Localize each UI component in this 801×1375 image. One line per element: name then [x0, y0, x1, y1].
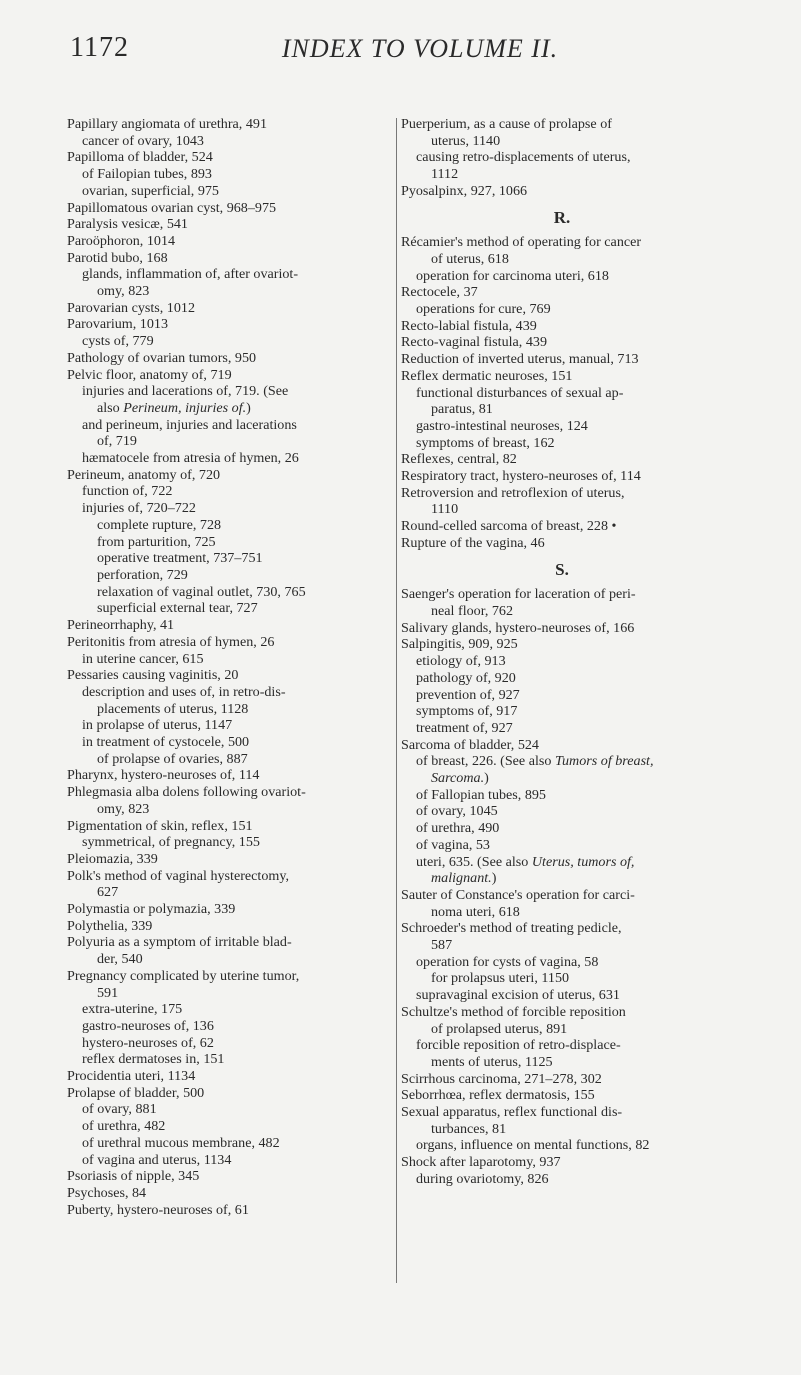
entry-text: Respiratory tract, hystero-neuroses of, 114 — [401, 468, 641, 485]
index-entry — [67, 968, 387, 985]
entry-text: Perineum, anatomy of, 720 — [67, 466, 221, 483]
index-subentry — [67, 1101, 387, 1118]
index-subentry — [67, 266, 387, 283]
entry-text: Reduction of inverted uterus, manual, 713 — [401, 351, 639, 368]
entry-text: gastro-neuroses of, 136 — [82, 1017, 214, 1034]
entry-text: of, 719 — [97, 433, 137, 450]
entry-text: complete rupture, 728 — [97, 516, 222, 533]
entry-text: hæmatocele from atresia of hymen, 26 — [82, 450, 299, 467]
index-entry — [401, 1104, 723, 1121]
index-subentry — [401, 720, 723, 737]
index-continuation — [67, 517, 387, 534]
entry-text: pathology of, 920 — [416, 669, 516, 686]
entry-text: operation for carcinoma uteri, 618 — [416, 267, 609, 284]
index-entry — [67, 1185, 387, 1202]
entry-text: of urethra, 482 — [82, 1118, 166, 1135]
index-subentry — [67, 684, 387, 701]
entry-text: hystero-neuroses of, 62 — [82, 1034, 214, 1051]
index-subentry — [67, 450, 387, 467]
index-subentry — [401, 1171, 723, 1188]
entry-text: 627 — [97, 884, 119, 901]
entry-text: omy, 823 — [97, 800, 150, 817]
index-continuation — [67, 985, 387, 1002]
index-continuation — [401, 970, 723, 987]
entry-text: Pigmentation of skin, reflex, 151 — [67, 817, 253, 834]
index-continuation — [67, 801, 387, 818]
entry-text: Pyosalpinx, 927, 1066 — [401, 182, 528, 199]
entry-text: Rectocele, 37 — [401, 284, 478, 301]
index-entry — [67, 918, 387, 935]
index-continuation — [401, 501, 723, 518]
index-continuation — [401, 904, 723, 921]
entry-text: Recto-vaginal fistula, 439 — [401, 334, 547, 351]
entry-text: of ovary, 881 — [82, 1101, 157, 1118]
index-entry — [67, 851, 387, 868]
entry-text: Saenger's operation for laceration of peri- — [401, 586, 636, 603]
index-continuation — [401, 1021, 723, 1038]
index-subentry — [401, 149, 723, 166]
index-entry — [401, 451, 723, 468]
index-subentry — [401, 787, 723, 804]
cross-reference-italic: Uterus, tumors of, — [531, 853, 635, 870]
entry-text: Papillary angiomata of urethra, 491 — [67, 116, 267, 132]
index-entry — [67, 1085, 387, 1102]
index-entry — [67, 149, 387, 166]
index-entry — [401, 485, 723, 502]
entry-text: gastro-intestinal neuroses, 124 — [416, 417, 588, 434]
entry-text: Polyuria as a symptom of irritable blad- — [67, 934, 292, 951]
index-subentry — [401, 301, 723, 318]
entry-text: Paroöphoron, 1014 — [67, 232, 176, 249]
entry-text: superficial external tear, 727 — [97, 600, 258, 617]
entry-text: cysts of, 779 — [82, 333, 154, 350]
entry-text: Papilloma of bladder, 524 — [67, 149, 213, 166]
index-entry — [401, 234, 723, 251]
section-letter-heading: S. — [555, 559, 569, 579]
cross-reference-italic: Perineum, injuries of. — [123, 399, 247, 416]
entry-text: paratus, 81 — [431, 401, 493, 418]
entry-text: Pathology of ovarian tumors, 950 — [67, 349, 257, 366]
entry-text: Pregnancy complicated by uterine tumor, — [67, 967, 300, 984]
index-entry — [401, 920, 723, 937]
index-subentry — [401, 1037, 723, 1054]
entry-text: Pessaries causing vaginitis, 20 — [67, 667, 239, 684]
entry-text: perforation, 729 — [97, 566, 188, 583]
index-continuation — [401, 870, 723, 887]
entry-text: from parturition, 725 — [97, 533, 216, 550]
entry-text-suffix: ) — [246, 399, 251, 416]
index-entry — [67, 634, 387, 651]
entry-text: in treatment of cystocele, 500 — [82, 734, 250, 751]
entry-text: cancer of ovary, 1043 — [82, 132, 204, 149]
entry-text: Reflex dermatic neuroses, 151 — [401, 367, 573, 384]
index-entry — [401, 636, 723, 653]
index-subentry — [67, 1051, 387, 1068]
index-continuation — [401, 166, 723, 183]
section-letter-heading: R. — [553, 207, 571, 227]
entry-text: Rupture of the vagina, 46 — [401, 534, 545, 551]
index-entry — [67, 901, 387, 918]
page-header — [70, 32, 770, 68]
index-entry — [401, 284, 723, 301]
index-entry — [67, 934, 387, 951]
entry-text: 1110 — [431, 501, 459, 518]
entry-text: uterus, 1140 — [431, 132, 501, 149]
entry-text: and perineum, injuries and lacerations — [82, 416, 297, 433]
index-continuation — [67, 567, 387, 584]
entry-text: Perineorrhaphy, 41 — [67, 617, 175, 634]
index-entry — [401, 518, 723, 535]
entry-text: description and uses of, in retro-dis- — [82, 683, 286, 700]
index-entry — [401, 586, 723, 603]
entry-text: of vagina and uterus, 1134 — [82, 1151, 232, 1168]
index-subentry — [67, 1152, 387, 1169]
index-subentry — [67, 834, 387, 851]
entry-text: relaxation of vaginal outlet, 730, 765 — [97, 583, 306, 600]
entry-text: Parovarium, 1013 — [67, 316, 168, 333]
index-subentry — [401, 820, 723, 837]
entry-text: Récamier's method of operating for cancer — [401, 234, 642, 251]
entry-text: symptoms of breast, 162 — [416, 434, 555, 451]
index-subentry — [401, 703, 723, 720]
entry-text: Puerperium, as a cause of prolapse of — [401, 116, 612, 132]
index-entry — [401, 116, 723, 133]
entry-text: in prolapse of uterus, 1147 — [82, 717, 233, 734]
index-entry — [401, 1004, 723, 1021]
index-subentry — [67, 166, 387, 183]
index-subentry — [401, 435, 723, 452]
entry-text: in uterine cancer, 615 — [82, 650, 204, 667]
index-continuation — [67, 433, 387, 450]
entry-text: Parotid bubo, 168 — [67, 249, 168, 266]
entry-text: ovarian, superficial, 975 — [82, 182, 219, 199]
index-continuation — [67, 701, 387, 718]
index-subentry — [67, 183, 387, 200]
cross-reference-italic: Tumors of breast, — [554, 753, 654, 770]
entry-text: Polk's method of vaginal hysterectomy, — [67, 867, 289, 884]
entry-text: of uterus, 618 — [431, 250, 509, 267]
index-entry — [67, 216, 387, 233]
entry-text: der, 540 — [97, 951, 143, 968]
index-subentry — [67, 651, 387, 668]
index-subentry — [67, 717, 387, 734]
index-entry — [67, 1068, 387, 1085]
entry-text: function of, 722 — [82, 483, 173, 500]
index-entry — [401, 368, 723, 385]
index-subentry — [67, 1118, 387, 1135]
entry-text: Pelvic floor, anatomy of, 719 — [67, 366, 232, 383]
index-subentry — [67, 333, 387, 350]
index-continuation — [67, 884, 387, 901]
entry-text: placements of uterus, 1128 — [97, 700, 249, 717]
entry-text: Puberty, hystero-neuroses of, 61 — [67, 1201, 249, 1218]
entry-text: Polythelia, 339 — [67, 917, 153, 934]
entry-text: operative treatment, 737–751 — [97, 550, 263, 567]
entry-text: Scirrhous carcinoma, 271–278, 302 — [401, 1070, 602, 1087]
index-subentry — [401, 753, 723, 770]
entry-text: Recto-labial fistula, 439 — [401, 317, 537, 334]
index-subentry — [67, 133, 387, 150]
entry-text: extra-uterine, 175 — [82, 1001, 183, 1018]
index-subentry — [401, 653, 723, 670]
entry-text: Papillomatous ovarian cyst, 968–975 — [67, 199, 277, 216]
index-subentry — [401, 803, 723, 820]
entry-text: causing retro-displacements of uterus, — [416, 149, 631, 166]
index-entry — [67, 316, 387, 333]
entry-text: of urethral mucous membrane, 482 — [82, 1134, 280, 1151]
entry-text: 587 — [431, 937, 453, 954]
index-entry — [401, 620, 723, 637]
entry-text-suffix: ) — [491, 870, 497, 887]
index-subentry — [67, 1135, 387, 1152]
index-entry — [401, 535, 723, 552]
entry-text: symptoms of, 917 — [416, 703, 518, 720]
entry-text: omy, 823 — [97, 283, 150, 300]
entry-text: Sarcoma of bladder, 524 — [401, 736, 539, 753]
entry-text: Procidentia uteri, 1134 — [67, 1068, 196, 1085]
index-continuation — [67, 400, 387, 417]
entry-text: Schroeder's method of treating pedicle, — [401, 920, 622, 937]
index-entry — [67, 1202, 387, 1219]
index-continuation — [401, 1121, 723, 1138]
entry-text: noma uteri, 618 — [431, 903, 520, 920]
entry-text: Reflexes, central, 82 — [401, 451, 517, 468]
entry-text: Prolapse of bladder, 500 — [67, 1084, 205, 1101]
entry-text: Peritonitis from atresia of hymen, 26 — [67, 633, 275, 650]
index-subentry — [401, 687, 723, 704]
entry-text: 591 — [97, 984, 119, 1001]
index-entry — [401, 351, 723, 368]
entry-text: Salivary glands, hystero-neuroses of, 166 — [401, 619, 635, 636]
index-subentry — [67, 483, 387, 500]
index-subentry — [67, 1018, 387, 1035]
index-subentry — [401, 954, 723, 971]
index-subentry — [67, 383, 387, 400]
index-entry — [401, 468, 723, 485]
index-entry — [67, 784, 387, 801]
entry-text: reflex dermatoses in, 151 — [82, 1051, 225, 1068]
entry-text: Retroversion and retroflexion of uterus, — [401, 484, 625, 501]
entry-text: uteri, 635. (See also — [416, 853, 532, 870]
entry-text: symmetrical, of pregnancy, 155 — [82, 834, 260, 851]
entry-text: during ovariotomy, 826 — [416, 1170, 549, 1187]
entry-text: of vagina, 53 — [416, 836, 490, 853]
index-entry — [401, 334, 723, 351]
entry-text: Salpingitis, 909, 925 — [401, 636, 518, 653]
entry-text: of ovary, 1045 — [416, 803, 498, 820]
entry-text: Shock after laparotomy, 937 — [401, 1154, 561, 1171]
entry-text: injuries and lacerations of, 719. (See — [82, 383, 289, 400]
column-divider — [396, 118, 397, 1283]
entry-text: 1112 — [431, 166, 459, 183]
entry-text: glands, inflammation of, after ovariot- — [82, 266, 299, 283]
index-entry — [67, 250, 387, 267]
index-column-left — [67, 116, 387, 1218]
entry-text: of prolapsed uterus, 891 — [431, 1020, 568, 1037]
entry-text: Phlegmasia alba dolens following ovariot- — [67, 784, 306, 801]
index-continuation — [401, 770, 723, 787]
index-subentry — [401, 837, 723, 854]
index-entry — [67, 300, 387, 317]
entry-text: operations for cure, 769 — [416, 301, 551, 318]
running-title: INDEX TO VOLUME II. — [281, 34, 559, 63]
index-entry — [401, 318, 723, 335]
index-subentry — [67, 500, 387, 517]
entry-text: of prolapse of ovaries, 887 — [97, 750, 248, 767]
entry-text: Sauter of Constance's operation for carci- — [401, 886, 635, 903]
index-entry — [67, 767, 387, 784]
index-continuation — [67, 283, 387, 300]
entry-text: Paralysis vesicæ, 541 — [67, 216, 188, 233]
entry-text: Polymastia or polymazia, 339 — [67, 901, 236, 918]
index-continuation — [67, 534, 387, 551]
entry-text: organs, influence on mental functions, 82 — [416, 1137, 650, 1154]
entry-text: for prolapsus uteri, 1150 — [431, 970, 570, 987]
index-entry — [67, 467, 387, 484]
cross-reference-italic: malignant. — [431, 870, 492, 887]
entry-text: Pleiomazia, 339 — [67, 850, 158, 867]
index-entry — [67, 350, 387, 367]
cross-reference-italic: Sarcoma. — [431, 770, 485, 787]
entry-text: functional disturbances of sexual ap- — [416, 384, 624, 401]
index-continuation — [67, 751, 387, 768]
index-continuation — [401, 251, 723, 268]
entry-text: Pharynx, hystero-neuroses of, 114 — [67, 767, 260, 784]
index-subentry — [401, 1137, 723, 1154]
index-continuation — [67, 951, 387, 968]
index-subentry — [401, 268, 723, 285]
index-entry — [67, 116, 387, 133]
entry-text: Round-celled sarcoma of breast, 228 • — [401, 518, 617, 535]
index-entry — [401, 1087, 723, 1104]
entry-text: injuries of, 720–722 — [82, 500, 196, 517]
entry-text: Psoriasis of nipple, 345 — [67, 1168, 200, 1185]
index-subentry — [67, 734, 387, 751]
entry-text: turbances, 81 — [431, 1120, 507, 1137]
entry-text-suffix: ) — [484, 770, 489, 787]
entry-text: forcible reposition of retro-displace- — [416, 1037, 621, 1054]
entry-text: etiology of, 913 — [416, 653, 506, 670]
index-entry — [401, 1154, 723, 1171]
index-entry — [67, 818, 387, 835]
index-entry — [67, 617, 387, 634]
entry-text: Parovarian cysts, 1012 — [67, 299, 195, 316]
entry-text: Schultze's method of forcible reposition — [401, 1003, 626, 1020]
entry-text: of breast, 226. (See also — [416, 753, 555, 770]
entry-text: of Failopian tubes, 893 — [82, 166, 212, 183]
index-entry — [67, 200, 387, 217]
entry-text: Seborrhœa, reflex dermatosis, 155 — [401, 1087, 595, 1104]
index-subentry — [401, 385, 723, 402]
index-continuation — [401, 401, 723, 418]
index-entry — [67, 868, 387, 885]
index-entry — [401, 887, 723, 904]
entry-text: also — [97, 399, 124, 416]
index-continuation — [401, 603, 723, 620]
entry-text: supravaginal excision of uterus, 631 — [416, 987, 620, 1004]
index-entry — [401, 1071, 723, 1088]
index-continuation — [401, 937, 723, 954]
index-subentry — [401, 418, 723, 435]
index-continuation — [67, 550, 387, 567]
index-continuation — [401, 133, 723, 150]
index-entry — [67, 1168, 387, 1185]
index-subentry — [67, 417, 387, 434]
entry-text: treatment of, 927 — [416, 719, 513, 736]
index-subentry — [401, 987, 723, 1004]
index-entry — [67, 667, 387, 684]
entry-text: prevention of, 927 — [416, 686, 520, 703]
index-subentry — [401, 670, 723, 687]
entry-text: of urethra, 490 — [416, 820, 500, 837]
index-continuation — [67, 600, 387, 617]
entry-text: operation for cysts of vagina, 58 — [416, 953, 599, 970]
index-subentry — [401, 854, 723, 871]
index-entry — [67, 367, 387, 384]
index-column-right — [401, 116, 723, 1188]
entry-text: ments of uterus, 1125 — [431, 1053, 553, 1070]
index-subentry — [67, 1035, 387, 1052]
entry-text: Sexual apparatus, reflex functional dis- — [401, 1104, 623, 1121]
entry-text: Psychoses, 84 — [67, 1185, 147, 1201]
index-entry — [67, 233, 387, 250]
entry-text: neal floor, 762 — [431, 602, 514, 619]
index-entry — [401, 737, 723, 754]
index-continuation — [67, 584, 387, 601]
entry-text: of Fallopian tubes, 895 — [416, 786, 546, 803]
index-entry — [401, 183, 723, 200]
index-continuation — [401, 1054, 723, 1071]
page-number: 1172 — [70, 32, 129, 63]
index-subentry — [67, 1001, 387, 1018]
